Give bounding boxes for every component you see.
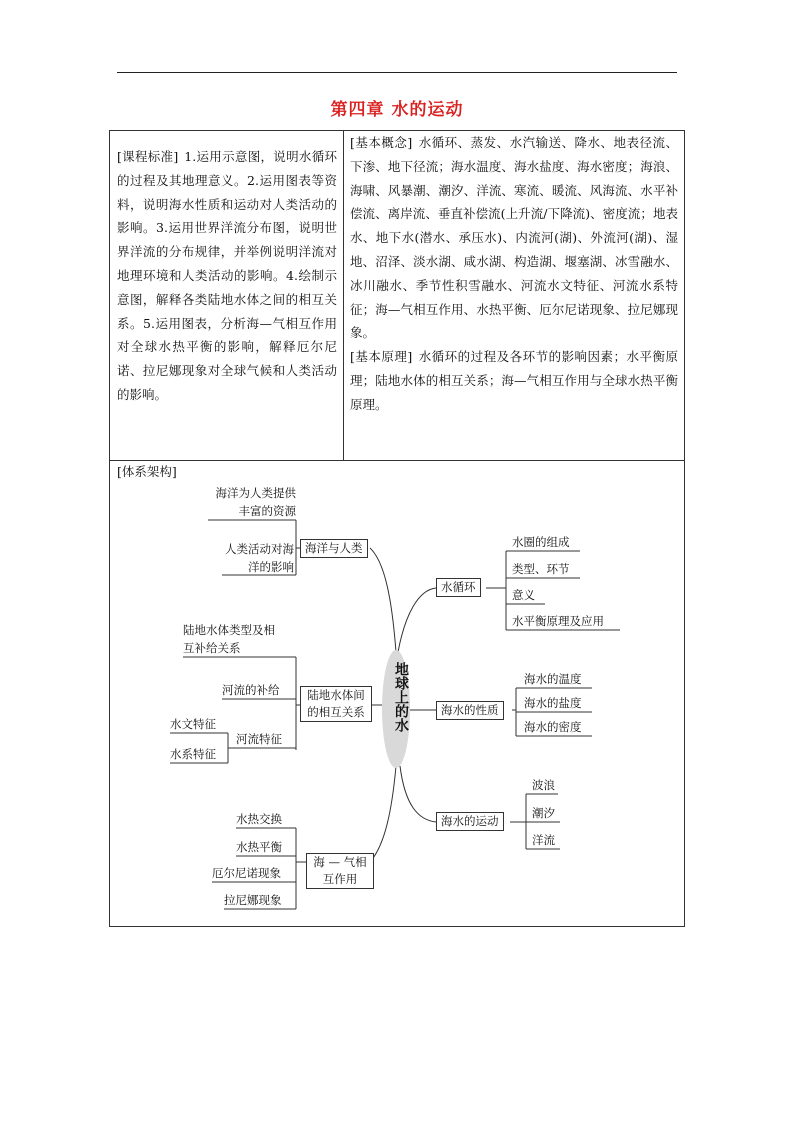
- connector-motion: [400, 766, 436, 822]
- leaf-river-features: 河流特征: [236, 732, 282, 746]
- standards-tag: [课程标准]: [117, 149, 179, 164]
- leaf-currents: 洋流: [532, 833, 555, 847]
- chapter-title: 第四章 水的运动: [330, 100, 464, 120]
- leaf-seawater-density: 海水的密度: [524, 720, 582, 734]
- leaf-seawater-salinity: 海水的盐度: [524, 696, 582, 710]
- node-water-cycle: 水循环: [436, 578, 481, 597]
- leaf-hydrosphere: 水圈的组成: [512, 535, 570, 549]
- node-seawater-motion: 海水的运动: [436, 812, 504, 831]
- leaf-hydrology-features: 水文特征: [170, 717, 216, 731]
- node-ocean-human: 海洋与人类: [300, 539, 368, 558]
- node-seawater-properties: 海水的性质: [436, 701, 504, 720]
- concepts-text: 水循环、蒸发、水汽输送、降水、地表径流、下渗、地下径流；海水温度、海水盐度、海水密度；海浪、海啸、风暴潮、潮汐、洋流、寒流、暖流、风海流、水平补偿流、离岸流、垂直补偿流(上升流/下降流)、密度流；地表水、地下水(潜水、承压水)、内流河(湖)、外流河(湖)、湿地、沼泽、淡水湖、咸水湖、构造湖、堰塞湖、冰雪融水、冰川融水、季节性积雪融水、河流水文特征、河流水系特征；海—气相互作用、水热平衡、厄尔尼诺现象、拉尼娜现象。: [350, 135, 678, 341]
- leaf-heat-balance: 水热平衡: [236, 840, 282, 854]
- connector-ocean-human: [370, 548, 396, 652]
- leaf-river-system-features: 水系特征: [170, 747, 216, 761]
- leaf-heat-exchange: 水热交换: [236, 812, 282, 826]
- leaf-types-links: 类型、环节: [512, 562, 570, 576]
- principles-text: 水循环的过程及各环节的影响因素；水平衡原理；陆地水体的相互关系；海—气相互作用与全球水热平衡原理。: [350, 349, 678, 412]
- leaf-river-recharge: 河流的补给: [222, 683, 280, 697]
- leaf-water-balance: 水平衡原理及应用: [512, 614, 604, 628]
- connector-water-cycle: [398, 588, 436, 652]
- leaf-el-nino: 厄尔尼诺现象: [212, 866, 281, 880]
- center-node: 地球上的水: [393, 662, 409, 732]
- leaf-waves: 波浪: [532, 778, 555, 792]
- principles-tag: [基本原理]: [350, 349, 413, 365]
- framework-label: [体系架构]: [117, 464, 177, 479]
- leaf-tides: 潮汐: [532, 806, 555, 820]
- leaf-land-water-types: 陆地水体类型及相互补给关系: [183, 623, 275, 655]
- leaf-la-nina: 拉尼娜现象: [224, 893, 282, 907]
- standards-text: 1.运用示意图，说明水循环的过程及其地理意义。2.运用图表等资料，说明海水性质和运动对人类活动的影响。3.运用世界洋流分布图，说明世界洋流的分布规律，并举例说明洋流对地理环境和人类活动的影响。4.绘制示意图，解释各类陆地水体之间的相互关系。5.运用图表，分析海—气相互作用对全球水热平衡的影响，解释厄尔尼诺、拉尼娜现象对全球气候和人类活动的影响。: [117, 149, 337, 402]
- leaf-seawater-temperature: 海水的温度: [524, 672, 582, 686]
- node-land-water: 陆地水体间的相互关系: [300, 686, 372, 722]
- leaf-significance: 意义: [512, 588, 535, 602]
- node-sea-air: 海 — 气相互作用: [306, 853, 374, 889]
- leaf-human-impact: 人类活动对海洋的影响: [225, 542, 294, 574]
- connector-sea-air: [370, 766, 396, 862]
- leaf-ocean-resources: 海洋为人类提供丰富的资源: [215, 486, 296, 518]
- concepts-tag: [基本概念]: [350, 135, 413, 150]
